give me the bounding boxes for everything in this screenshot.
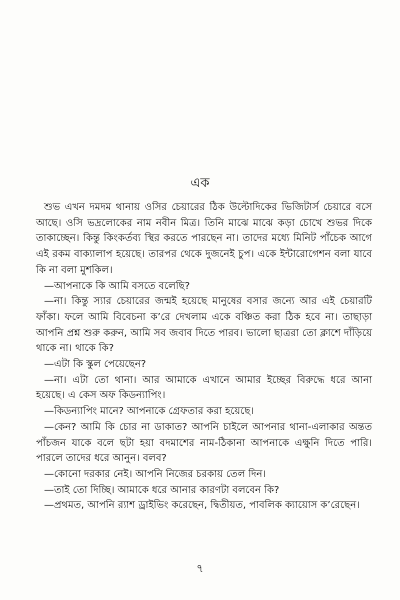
chapter-heading: এক [190, 176, 210, 191]
paragraph-dialogue: —তাই তো দিচ্ছি। আমাকে ধরে আনার কারণটা বলবেন কি? [44, 484, 280, 496]
paragraph-dialogue: —না। কিন্তু স্যার চেয়ারের জন্মই হয়েছে মানুষের বসার জন্যে আর এই চেয়ারটি ফাঁকা। ফলে আমি বিবেচনা ক’রে দেখলাম একে বঞ্চিত করা ঠিক হবে না। তাছাড়া আপনি প্রশ্ন শুরু করুন, আমি সব জবাব দিতে পারব। ভালো ছাত্ররা তো ক্লাশে দাঁড়িয়ে থাকে না। থাকে কি? [36, 296, 372, 355]
paragraph-narration: শুভ এখন দমদম থানায় ওসির চেয়ারের ঠিক উল্টোদিকের ভিজিটার্স চেয়ারে বসে আছে। ওসি ভদ্রলোকের নাম নবীন মিত্র। তিনি মাঝে মাঝে কড়া চোখে শুভর দিকে তাকাচ্ছেন। কিন্তু কিংকর্তব্য স্থির করতে পারছেন না। তাদের মধ্যে মিনিট পাঁচেক আগে এই রকম বাক্যালাপ হয়েছে। তারপর থেকে দুজনেই চুপ। একে ইন্টারোগেশন বলা যাবে কি না বলা মুশকিল। [36, 202, 372, 276]
body-text [36, 200, 372, 514]
paragraph-dialogue: —না। এটা তো থানা। আর আমাকে এখানে আমার ইচ্ছের বিরুদ্ধে ধরে আনা হয়েছে। এ কেস অফ কিডন্যাপিং। [36, 374, 372, 402]
paragraph-dialogue: —এটা কি স্কুল পেয়েছেন? [44, 359, 147, 371]
paragraph-dialogue: —কোনো দরকার নেই। আপনি নিজের চরকায় তেল দিন। [44, 468, 266, 480]
paragraph-dialogue: —কিডন্যাপিং মানে? আপনাকে গ্রেফতার করা হয়েছে। [44, 406, 254, 418]
page-number: ৭ [196, 562, 204, 575]
paragraph-dialogue: —প্রথমত, আপনি র‍্যাশ ড্রাইভিং করেছেন, দ্বিতীয়ত, পাবলিক ক্যায়োস ক’রেছেন। [44, 500, 360, 512]
paragraph-dialogue: —কেন? আমি কি চোর না ডাকাত? আপনি চাইলে আপনার থানা-এলাকার অন্তত পাঁচজন যাকে বলে ছটা হয়া বদমাশের নাম-ঠিকানা আপনাকে এক্ষুনি দিতে পারি। পারলে তাদের ধরে আনুন। বলব? [36, 421, 372, 465]
paragraph-dialogue: —আপনাকে কি আমি বসতে বলেছি? [44, 280, 190, 292]
